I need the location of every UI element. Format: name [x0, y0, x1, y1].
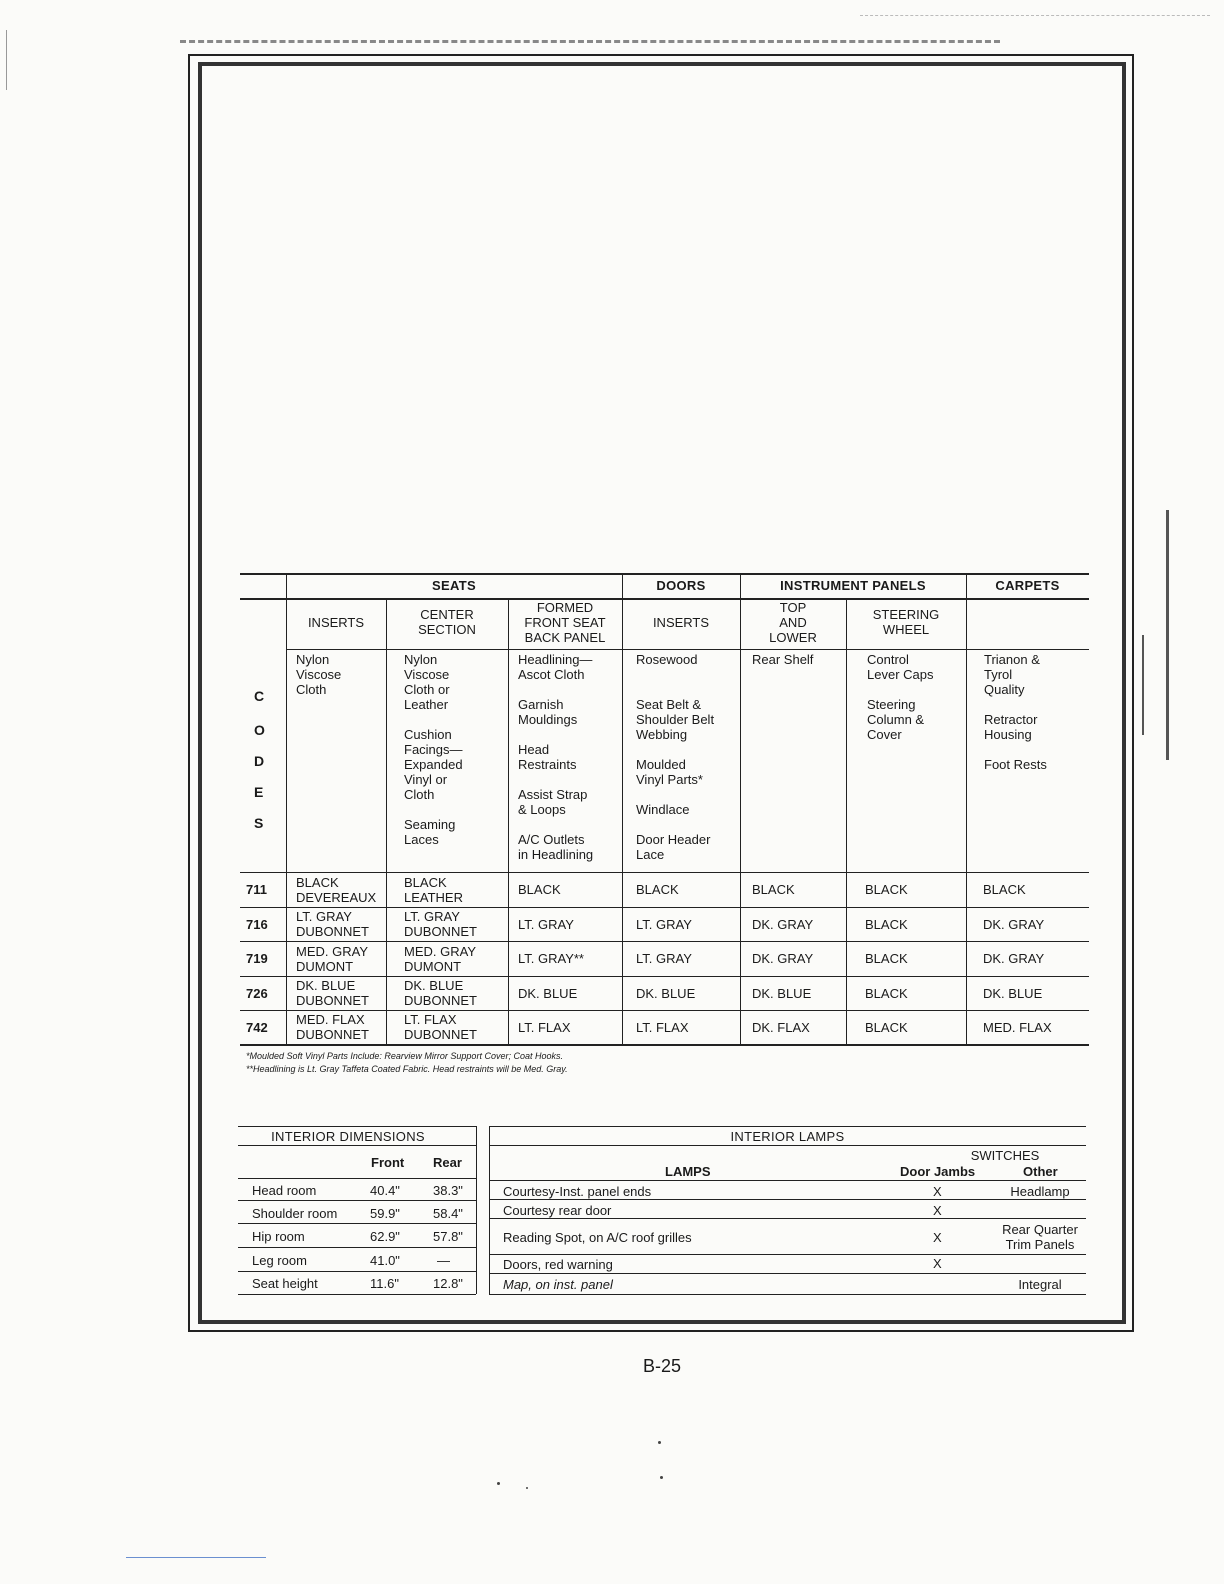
materials-center-section: Nylon Viscose Cloth or Leather Cushion Facings— Expanded Vinyl or Cloth Seaming Laces: [404, 652, 463, 847]
header-carpets: CARPETS: [995, 578, 1060, 593]
trim-code: 719: [246, 951, 268, 966]
cell-doors: LT. GRAY: [636, 917, 692, 932]
cell-carpets: BLACK: [983, 882, 1026, 897]
cell-top-lower: DK. GRAY: [752, 917, 814, 932]
materials-carpets: Trianon & Tyrol Quality Retractor Housing Foot Rests: [984, 652, 1047, 772]
cell-top-lower: DK. GRAY: [752, 951, 814, 966]
dimension-front: 11.6": [370, 1276, 399, 1291]
scan-edge-mark: [6, 30, 7, 90]
cell-steering: BLACK: [865, 951, 908, 966]
scan-speck: [526, 1487, 528, 1489]
lamp-label: Courtesy rear door: [503, 1203, 612, 1218]
cell-carpets: DK. GRAY: [983, 951, 1045, 966]
dimensions-title: INTERIOR DIMENSIONS: [271, 1129, 425, 1144]
scan-artifact-dashes: [860, 15, 1210, 16]
cell-inserts: DK. BLUE DUBONNET: [296, 978, 369, 1008]
dimensions-col-front: Front: [371, 1155, 405, 1170]
lamp-label: Reading Spot, on A/C roof grilles: [503, 1230, 692, 1245]
cell-center: LT. FLAX DUBONNET: [404, 1012, 477, 1042]
cell-center: MED. GRAY DUMONT: [404, 944, 476, 974]
lamps-switches-header: SWITCHES: [970, 1148, 1040, 1163]
codes-letter: E: [254, 784, 264, 800]
lamp-door-jamb: X: [933, 1203, 942, 1218]
lamps-col-lamps: LAMPS: [665, 1164, 711, 1179]
header-doors: DOORS: [656, 578, 706, 593]
dimension-rear: 58.4": [433, 1206, 463, 1221]
cell-top-lower: DK. BLUE: [752, 986, 812, 1001]
lamp-other: Rear Quarter Trim Panels: [1002, 1222, 1078, 1252]
cell-inserts: BLACK DEVEREAUX: [296, 875, 377, 905]
cell-formed: DK. BLUE: [518, 986, 578, 1001]
trim-code: 716: [246, 917, 268, 932]
cell-doors: LT. GRAY: [636, 951, 692, 966]
cell-formed: LT. GRAY**: [518, 951, 584, 966]
subheader-inserts: INSERTS: [307, 615, 365, 630]
lamps-col-door-jambs: Door Jambs: [900, 1164, 976, 1179]
materials-door-inserts: Rosewood Seat Belt & Shoulder Belt Webbing Moulded Vinyl Parts* Windlace Door Header Lace: [636, 652, 715, 862]
trim-code: 711: [246, 882, 267, 897]
scan-edge-mark: [1142, 635, 1144, 735]
lamp-other: Headlamp: [1010, 1184, 1070, 1199]
dimension-front: 59.9": [370, 1206, 400, 1221]
lamp-label: Courtesy-Inst. panel ends: [503, 1184, 652, 1199]
cell-inserts: MED. FLAX DUBONNET: [296, 1012, 369, 1042]
dimension-rear: —: [437, 1253, 450, 1268]
page-number: B-25: [643, 1356, 682, 1376]
lamp-other: Integral: [1018, 1277, 1062, 1292]
codes-letter: D: [254, 753, 265, 769]
trim-code: 742: [246, 1020, 268, 1035]
dimension-label: Head room: [252, 1183, 317, 1198]
footnote-1: *Moulded Soft Vinyl Parts Include: Rearview Mirror Support Cover; Coat Hooks.: [246, 1051, 563, 1061]
materials-formed-panel: Headlining— Ascot Cloth Garnish Mouldings Head Restraints Assist Strap & Loops A/C Outlets in Headlining: [518, 652, 594, 862]
dimension-label: Seat height: [252, 1276, 318, 1291]
header-seats: SEATS: [432, 578, 476, 593]
cell-carpets: DK. GRAY: [983, 917, 1045, 932]
lamps-col-other: Other: [1023, 1164, 1058, 1179]
cell-steering: BLACK: [865, 917, 908, 932]
cell-doors: DK. BLUE: [636, 986, 696, 1001]
lamp-label: Doors, red warning: [503, 1257, 613, 1272]
dimension-front: 62.9": [370, 1229, 400, 1244]
header-instrument-panels: INSTRUMENT PANELS: [780, 578, 926, 593]
subheader-formed-front-seat: FORMED FRONT SEAT BACK PANEL: [524, 600, 606, 645]
cell-formed: LT. GRAY: [518, 917, 574, 932]
lamp-label: Map, on inst. panel: [503, 1277, 613, 1292]
dimension-rear: 12.8": [433, 1276, 463, 1291]
dimension-front: 41.0": [370, 1253, 400, 1268]
lamp-door-jamb: X: [933, 1256, 942, 1271]
subheader-top-and-lower: TOP AND LOWER: [769, 600, 817, 645]
cell-carpets: DK. BLUE: [983, 986, 1043, 1001]
subheader-center-section: CENTER SECTION: [418, 607, 476, 637]
codes-letter: S: [254, 815, 264, 831]
cell-center: LT. GRAY DUBONNET: [404, 909, 477, 939]
cell-doors: LT. FLAX: [636, 1020, 689, 1035]
cell-steering: BLACK: [865, 882, 908, 897]
cell-doors: BLACK: [636, 882, 679, 897]
cell-top-lower: DK. FLAX: [752, 1020, 810, 1035]
dimensions-col-rear: Rear: [433, 1155, 462, 1170]
materials-top-lower: Rear Shelf: [752, 652, 814, 667]
scan-speck: [660, 1476, 663, 1479]
materials-steering-wheel: Control Lever Caps Steering Column & Cover: [867, 652, 934, 742]
cell-steering: BLACK: [865, 986, 908, 1001]
cell-inserts: LT. GRAY DUBONNET: [296, 909, 369, 939]
scan-edge-mark: [1166, 510, 1169, 760]
scan-artifact-topline: [180, 30, 1000, 43]
scan-speck: [497, 1482, 500, 1485]
footnote-2: **Headlining is Lt. Gray Taffeta Coated Fabric. Head restraints will be Med. Gray.: [246, 1064, 568, 1074]
dimension-label: Leg room: [252, 1253, 307, 1268]
cell-top-lower: BLACK: [752, 882, 795, 897]
cell-formed: LT. FLAX: [518, 1020, 571, 1035]
cell-inserts: MED. GRAY DUMONT: [296, 944, 368, 974]
cell-center: BLACK LEATHER: [404, 875, 463, 905]
dimension-rear: 38.3": [433, 1183, 463, 1198]
codes-letter: O: [254, 722, 265, 738]
dimension-label: Hip room: [252, 1229, 305, 1244]
cell-formed: BLACK: [518, 882, 561, 897]
dimension-label: Shoulder room: [252, 1206, 338, 1221]
lamp-door-jamb: X: [933, 1184, 942, 1199]
cell-center: DK. BLUE DUBONNET: [404, 978, 477, 1008]
cell-carpets: MED. FLAX: [983, 1020, 1052, 1035]
dimension-rear: 57.8": [433, 1229, 463, 1244]
subheader-steering-wheel: STEERING WHEEL: [872, 607, 940, 637]
cell-steering: BLACK: [865, 1020, 908, 1035]
lamp-door-jamb: X: [933, 1230, 942, 1245]
subheader-door-inserts: INSERTS: [652, 615, 710, 630]
dimension-front: 40.4": [370, 1183, 400, 1198]
codes-letter: C: [254, 688, 265, 704]
scan-artifact-line: [126, 1557, 266, 1558]
trim-code: 726: [246, 986, 268, 1001]
scan-speck: [658, 1441, 661, 1444]
lamps-title: INTERIOR LAMPS: [730, 1129, 845, 1144]
materials-inserts: Nylon Viscose Cloth: [296, 652, 342, 697]
